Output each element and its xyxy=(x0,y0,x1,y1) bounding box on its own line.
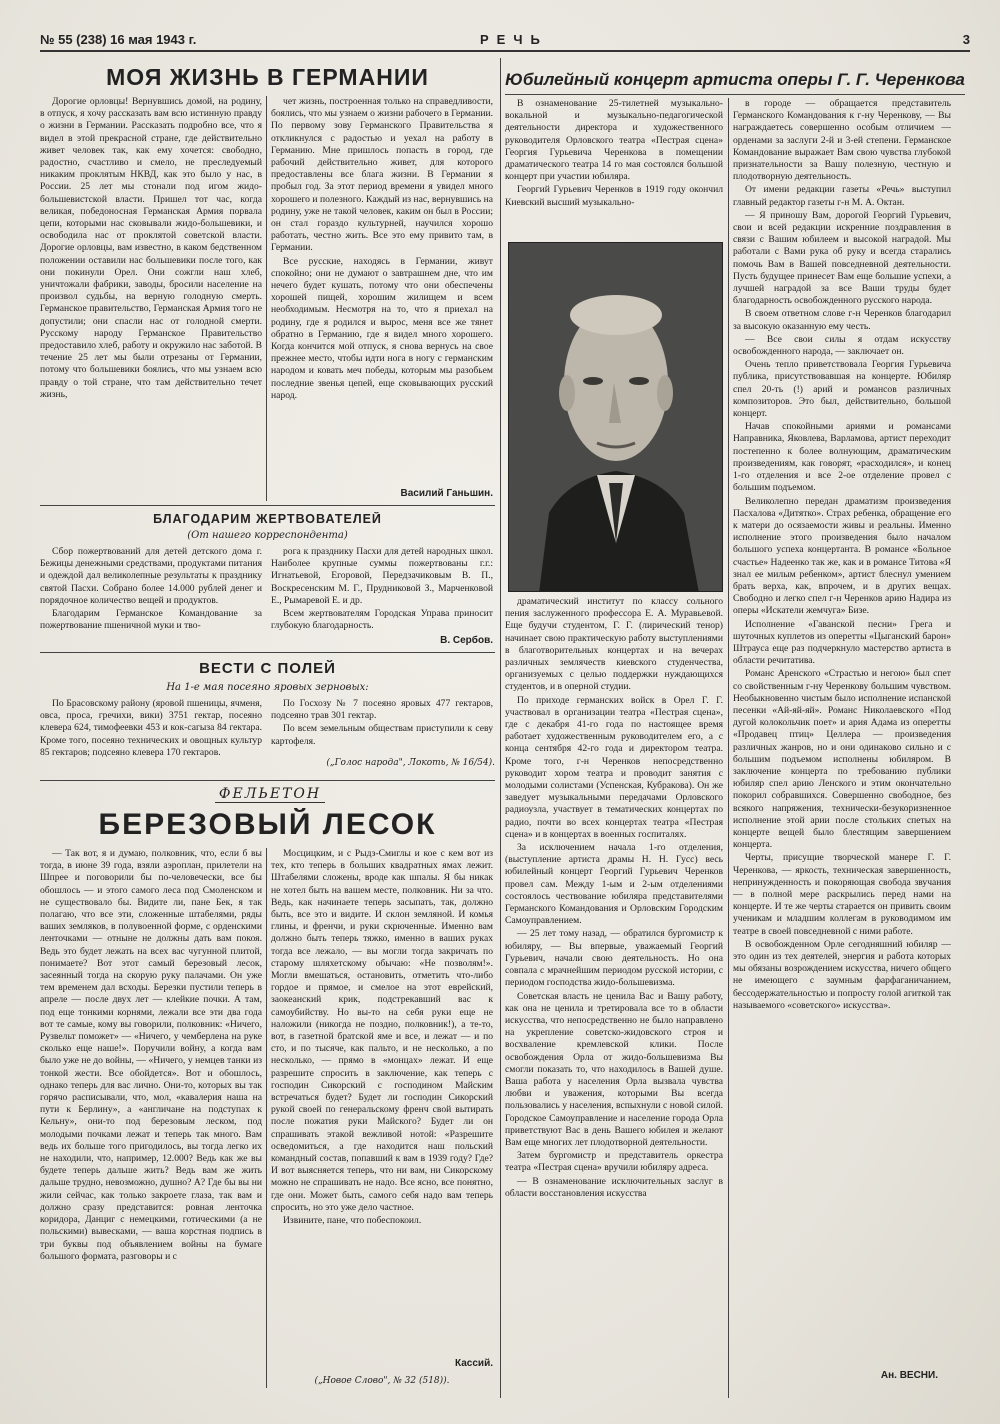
fields-source: („Голос народа", Локоть, № 16/54). xyxy=(326,758,495,768)
concert-p7: Советская власть не ценила Вас и Вашу работу, как она не ценила и третировала все то в области искусства, что непосредственно не было направлено на укрепление советско-жидовского строя и восхваление кремлевской клики. После освобождения Орла от жидо-большевизма Вы смогли показать то, что находилось в Вашей душе. Ваша работа у населения Орла вызвала чувства любви и уважения, которыми Вы всегда пользовались у населения, вспыхнули с новой силой. Городское Самоуправление и население города Орла приветствуют Вас в день Вашего юбилея и желают Вам еще многих лет плодотворной деятельности. xyxy=(505,990,723,1148)
concert-r12: В освобожденном Орле сегодняшний юбиляр — это один из тех деятелей, энергия и работа которых мы обязаны возрождением искусства, ничего общего не имеющего с заумным фарфаганичанием, бессодержательностью и попросту голой агиткой так называемого «советского» искусства». xyxy=(733,938,951,1011)
concert-p6: — 25 лет тому назад, — обратился бургомистр к юбиляру, — Вы впервые, уважаемый Георгий Гурьевич, начали свою деятельность. Но она совпала с мрачнейшим периодом русской истории, с периодом господства жидо-большевизма. xyxy=(505,928,723,989)
concert-r2: От имени редакции газеты «Речь» выступил главный редактор газеты г-н М. А. Октан. xyxy=(733,184,951,208)
concert-r6: Очень тепло приветствовала Георгия Гурьевича публика, присутствовавшая на концерте. Юбиляр спел 20-ть (!) арий и романсов различных композиторов. Это был, действительно, большой концерт. xyxy=(733,359,951,420)
donors-right-text-2: Всем жертвователям Городская Управа приносит глубокую благодарность. xyxy=(271,608,493,632)
donors-left-text-2: Благодарим Германское Командование за пожертвование пшеничной муки и тво- xyxy=(40,608,262,632)
germany-article-right-column xyxy=(271,96,493,491)
concert-title-rule xyxy=(505,94,965,95)
concert-r7: Начав спокойными ариями и романсами Направника, Яковлева, Варламова, артист переходит постепенно к более волнующим, драматическим произведениям, как говорят, «расходился», и конец 1-го отделения и все 2-ое отделение провел с большим подъемом. xyxy=(733,421,951,494)
germany-right-text: чет жизнь, построенная только на справедливости, боялись, что мы узнаем о жизни рабочего в Германии. По первому зову Германского Правительства я откликнулся с радостью и уехал на работу в Германию. Мне пришлось попасть в город, где рабочий действительно живет, для которого предоставлены все блага жизни. В Германии я пробыл год. За этот период времени я увидел много хорошего и полезного. Каждый из нас, вернувшись на родину, уже не такой человек, каким он был в России; он стал гораздо культурней, научился хорошо работать, честно жить. Все это ему привито там, в Германии. xyxy=(271,96,493,254)
feuilleton-column-2 xyxy=(271,848,493,1353)
donors-left-column xyxy=(40,546,262,648)
concert-r10: Романс Аренского «Страстью и негою» был спет со свойственным г-ну Черенкову большим чувством. Необыкновенно чистым было исполнение испанской песенки «Ай-яй-яй». Романс Николаевского «Под дугой колокольчик поет» и ария Адама из оперетты «Продавец птиц» Целлера — произведения различных жанров, но и они одинаково сильно и с большим подъемом исполнены юбиляром. В заключение концерта по требованию публики юбиляр спел арию Ленского и этим окончательно покорил собравшихся. Совершенно свободное, без всякого напряжения, технически-безукоризненное исполнение этой арии после стольких спетых на концерте вещей было блестящим завершением концерта. xyxy=(733,668,951,851)
page-number: 3 xyxy=(962,32,970,47)
concert-p4: По приходе германских войск в Орел Г. Г. участвовал в организации театра «Пестрая сцена», где с декабря 41-го года по настоящее время работает художественным руководителем его, а с конца сентября 42-го года и директором театра. Кроме того, г-н Черенков непосредственно руководит хором театра и проводит занятия с молодыми солистами (Успенская, Кубракова). Он же заведует музыкальными передачами Орловского радиоузла, участвует в тематических концертах по радио, почти во всех концертах театра «Пестрая сцена» и в концертах в военных госпиталях. xyxy=(505,694,723,840)
main-column-divider xyxy=(500,58,501,1398)
concert-r11: Черты, присущие творческой манере Г. Г. Черенкова, — яркость, техническая завершенность, непринужденность и покоряющая свобода звучания — в полной мере раскрылись перед нами на концерте. И те же черты старается он привить своим ученикам и младшим коллегам в руководимом им театре в своей повседневной с ними работе. xyxy=(733,852,951,937)
fields-right-text-2: По всем земельным обществам приступили к севу картофеля. xyxy=(271,723,493,747)
germany-right-text-2: Все русские, находясь в Германии, живут спокойно; они не думают о завтрашнем дне, что им нечего будет кушать, потому что они обеспечены хорошей пищей, хорошим жилищем и всем необходимым. Несмотря на то, что я приехал на родину, где я родился и вырос, меня все же тянет обратно в Германию, где я видел много хорошего. Когда кончится мой отпуск, я снова вернусь на свое прежнее место, чтобы идти нога в ногу с германским народом и ковать меч победы, которым мы разобьем последние звенья цепей, еще сковывающих русский народ. xyxy=(271,255,493,401)
concert-signature: Ан. ВЕСНИ. xyxy=(880,1370,938,1381)
concert-r4: В своем ответном слове г-н Черенков благодарил за высокую оказанную ему честь. xyxy=(733,308,951,332)
fields-right-column xyxy=(271,698,493,748)
donors-right-text: рога к празднику Пасхи для детей народных школ. Наиболее крупные суммы пожертвованы г.г.: Игнатьевой, Егоровой, Передзачиковым В. П., Воскресенским М. Г., Прудниковой З., Марченковой Е., Рымаревой Е. и др. xyxy=(271,546,493,606)
feuilleton-col2-end: Извините, пане, что побеспокоил. xyxy=(283,1215,422,1227)
donors-right-column xyxy=(271,546,493,636)
fields-subtitle: На 1-е мая посеяно яровых зерновых: xyxy=(166,682,369,693)
donors-title: БЛАГОДАРИМ ЖЕРТВОВАТЕЛЕЙ xyxy=(153,512,382,526)
donors-subtitle: (От нашего корреспондента) xyxy=(187,530,348,541)
concert-intro-text: В ознаменование 25-тилетней музыкально-вокальной и музыкально-педагогической деятельности директора и художественного руководителя Орловского театра «Пестрая сцена» Георгия Гурьевича Черенкова в помещении драматического театра 14 го мая состоялся большой концерт при участии юбиляра. xyxy=(505,98,723,183)
concert-p9: — В ознаменование исключительных заслуг в области восстановления искусства xyxy=(505,1175,723,1199)
feuilleton-title: БЕРЕЗОВЫЙ ЛЕСОК xyxy=(98,808,437,841)
masthead xyxy=(40,30,970,52)
fields-left-text: По Брасовскому району (яровой пшеницы, ячменя, овса, проса, гречихи, вики) 3751 гектар, посеяно клевера 624, тимофеевки 453 и кок-сагыза 84 гектара. Кроме того, посеяно технических и овощных культур 85 гектаров; подсеяно клевера 170 гектаров. xyxy=(40,698,262,758)
feuilleton-col2-text: Мосцицким, и с Рыдз-Смиглы и кое с кем вот из тех, кто теперь в больших квадратных ямах лежит. Штабелями сложены, вроде как шпалы. Я бы никак не хотел быть на вашем месте, полковник. Ни за что. Ведь, как начинаете теперь засыпать, так, должно быть, все это и видите. И склон земляной. И комья глины, и френчи, и руки скрюченные. Именно вам должно быть теперь тяжко, именно в ваших руках тогда все лежало, — вы могли тогда закричать по старому шляхетскому обычаю: «Не позволям!». Могли вмешаться, остановить, отметить что-либо гордое и прямое, и смелое на этот еврейский, заокеанский крик, подстрекавший вас к самоубийству. Но вы-то на себя руки еще не наложили (никогда не поздно, полковник!), а те-то, вот, в газетной братской яме и все, и лежат — и по сто, и по тысяче, как пальто, и не несколько, а по несколько, — прямо в «монцах» лежат. И еще разрешите спросить в заключение, как теперь с господин Сикорский с господином Майским встречаться будет? Будет ли господин Сикорский рукой своей по генеральскому френч свой вытирать после пожатия руки Майского? Будет ли он спрашивать этакой вежливой нотой: «Разрешите осведомиться, а где находится наш польский командный состав, попавший к вам в 1939 году? Где? И вот выясняется теперь, что ни вам, ни Сикорскому можно не спрашивать не надо. Все ясно, все понятно, где они. Может быть, самого себя надо вам теперь спросить, но это уже дело частное. xyxy=(271,848,493,1213)
fields-left-column xyxy=(40,698,262,778)
donors-left-text: Сбор пожертвований для детей детского дома г. Бежицы денежными средствами, продуктами питания и одеждой дал великолепные результаты к празднику святой Пасхи. Собрано более 14.000 рублей денег и порядочное количество вещей и продуктов. xyxy=(40,546,262,606)
germany-signature: Василий Ганьшин. xyxy=(400,488,493,499)
germany-article-left-column xyxy=(40,96,262,504)
portrait-photo xyxy=(508,242,723,592)
concert-left-column xyxy=(505,596,723,1400)
feuilleton-column-divider xyxy=(266,848,267,1388)
concert-intro xyxy=(505,98,723,240)
concert-right-column xyxy=(733,98,951,1366)
concert-column-divider xyxy=(728,98,729,1398)
feuilleton-label: ФЕЛЬЕТОН xyxy=(215,786,325,803)
concert-p2: Георгий Гурьевич Черенков в 1919 году окончил Киевский высший музыкально- xyxy=(505,184,723,208)
feuilleton-source: („Новое Слово", № 32 (518)). xyxy=(314,1376,450,1386)
donors-signature: В. Сербов. xyxy=(440,635,493,646)
concert-p5: За исключением начала 1-го отделения, (выступление артиста драмы Н. Н. Гусс) весь юбилейный концерт Георгий Гурьевич Черенков провел сам. Между 1-ым и 2-ым отделениями состоялось чествование юбиляра представителями Германского Командования и Орловским Городским Самоуправлением. xyxy=(505,842,723,927)
fields-right-text: По Госхозу № 7 посеяно яровых 477 гектаров, подсеяно трав 301 гектар. xyxy=(271,698,493,722)
feuilleton-signature: Кассий. xyxy=(455,1358,493,1369)
concert-p8: Затем бургомистр и представитель оркестра театра «Пестрая сцена» вручили юбиляру адреса. xyxy=(505,1150,723,1174)
fields-end-rule xyxy=(40,780,495,781)
feuilleton-col1-text: — Так вот, я и думаю, полковник, что, если б вы тогда, в июне 39 года, взяли аэроплан, прилетели на Шпрее и поговорили бы по-человечески, все бы обошлось — и этого самого леса под Смоленском и не существовало бы. Видите ли, пане Бек, я так полагаю, что все эти, сложенные штабелями, ряды ваших земляков, в полувоенной форме, с орденскими ленточками — отныне не должны дать вам покоя. Ведь это будет лежать на всех вас чугунной плитой, понимаете? Вот этот самый березовый лесок, засеянный тогда на скорую руку палачами. Он уже тем временем дал всходы. Березки пустили теперь в апреле — после двух лет — клейкие почки. А там, под еще тонкими корнями, лежали все эти два года вот те самые, кому вы говорили, полковник: «Ничего, Рузвельт поможет» — «Ничего, у чемберлена на руке сколько еще наше!». Поручили войну, а когда вам было уже не до войны, — «Ничего, у немцев танки из тонкой жести. Все обойдется». Вот и обошлось, однако теперь для вас лично. Они-то, которых вы так горячо расписывали, что, мол, «кавалерия наша на пути к Берлину», а «англичане на подступах к Кельну», они-то под березовым леском, под молодыми почками лежат и теперь так много. Вам ведь их больше того пригодилось, вы тогда легко их не находили, что, например, 12.000? Ведь как же вы будете теперь дальше жить? Ведь вам же жить дальше трудно, невозможно, душно? А? Где бы вы ни жили сейчас, как только закроете глаза, так вам и должно сразу представится: ровная ленточка коридора, Данциг с немецкими, готическими (а не польскими) вывесками, — ваша корстная подпись в три буквы под объявлением войны на бумаге большого формата, разговоры и с xyxy=(40,848,262,1262)
concert-p3: драматический институт по классу сольного пения заслуженного профессора Е. А. Муравьевой. Еще будучи студентом, Г. Г. (лирический тенор) начинает свою практическую работу выступлениями в благотворительных концертах и на вечерах различных землячеств киевского студенчества, организуемых с целью поддержки нуждающихся студентов, и в оперной студии. xyxy=(505,596,723,693)
concert-r1: в городе — обращается представитель Германского Командования к г-ну Черенкову, — Вы награждаетесь совершенно особым отличием — орденами за заслуги 2-й и 3-ей степени. Германское Командование выражает Вам свою чувства глубокой признательности за Вашу полезную, честную и плодотворную деятельность. xyxy=(733,98,951,183)
feuilleton-column-1 xyxy=(40,848,262,1388)
concert-r5: — Все свои силы я отдам искусству освобожденного народа, — заключает он. xyxy=(733,333,951,358)
germany-article-title: МОЯ ЖИЗНЬ В ГЕРМАНИИ xyxy=(106,64,429,90)
germany-left-text: Дорогие орловцы! Вернувшись домой, на родину, в отпуск, я хочу рассказать вам всю истинную правду о жизни в Германии. Рассказать подробно все, что я видел в этой прекрасной стране, где действительно живет человек так, как ему хочется: свободно, радостно, счастливо и смело, не преследуемый никаким проклятым НКВД, как это было у нас, в России. 25 лет мы стонали под игом жидо-большевистской власти. Пришел тот час, когда великая, победоносная Германская Армия порвала цепи, которыми нас сковывали жидо-большевики, и освободила нас от проклятой советской власти. Дорогие орловцы, вам известно, в каком бедственном положении оставили нас большевики после того, как они покинули Орел. Они сожгли наш хлеб, уничтожали фабрики, заводы, бросили население на произвол судьбы, на верную голодную смерть. Германское правительство, Германская Армия того не допустили; они спасли нас от голодной смерти. Русскому народу Германское Правительство предоставило хлеб, работу и окружило нас заботой. В течение 25 лет мы были отрезаны от Германии, потому что большевики боялись, что мы узнаем всю правду о той стране, что там действительно течет жизнь, xyxy=(40,96,262,400)
donors-end-rule xyxy=(40,652,495,653)
concert-article-title: Юбилейный концерт артиста оперы Г. Г. Черенкова xyxy=(505,70,965,89)
fields-title: ВЕСТИ С ПОЛЕЙ xyxy=(199,660,336,677)
newspaper-title: РЕЧЬ xyxy=(480,32,548,47)
concert-r8: Великолепно передан драматизм произведения Пасхалова «Дитятко». Страх ребенка, обращение его к матери до осязаемости живы и реальны. Именно исполнение этого произведения было началом большого успеха концертанта. В романсе «Больное счастье» Надеенко так же, как и в романсе Титова «Я знал ее милым ребенком», артист блеснул умением брать верха, как, впрочем, и в других вещах. Свободно и легко спел г-н Черенков арию Надира из оперы «Искатели жемчуга» Бизе. xyxy=(733,495,951,617)
issue-date: № 55 (238) 16 мая 1943 г. xyxy=(40,32,197,47)
concert-r3: — Я приношу Вам, дорогой Георгий Гурьевич, свои и всей редакции искренние поздравления в связи с Вашим юбилеем и высокой наградой. Мы работали с Вами рука об руку и всегда старались помочь Вам в Вашей повседневной деятельности. Пусть будущее принесет Вам еще большие успехи, а лучшей наградой за все Ваши труды будет благодарность освобожденного русского народа. xyxy=(733,209,951,307)
germany-end-rule xyxy=(40,505,495,506)
concert-r9: Исполнение «Гаванской песни» Грега и шуточных куплетов из оперетты «Цыганский барон» Штрауса еще раз подчеркнуло мастерство артиста в области речитатива. xyxy=(733,618,951,667)
portrait-figure xyxy=(509,243,723,592)
germany-column-divider xyxy=(266,96,267,501)
